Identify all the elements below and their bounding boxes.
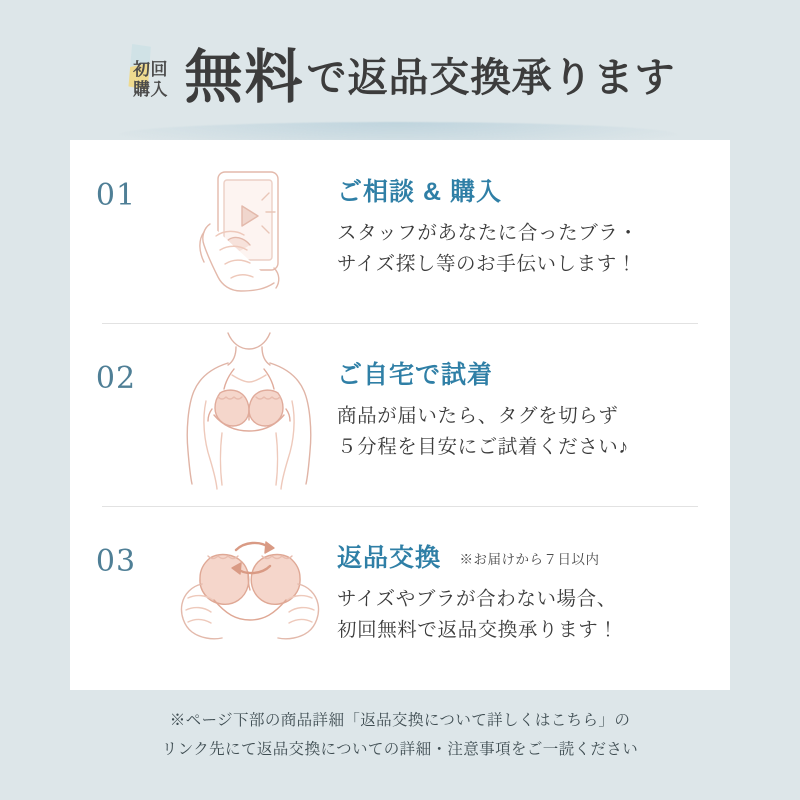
step-number: 02 [95, 361, 137, 396]
step-title: ご相談 & 購入 [337, 178, 502, 206]
step-line: サイズ探し等のお手伝いします！ [337, 253, 637, 276]
step-title: ご自宅で試着 [337, 361, 494, 389]
footer-line-1: ※ページ下部の商品詳細「返品交換について詳しくはこちら」の [169, 712, 631, 729]
step-line: 初回無料で返品交換承ります！ [337, 619, 619, 642]
step-text-block [337, 140, 730, 280]
hero-headline-rest: で返品交換承ります [306, 54, 676, 101]
step-title: 返品交換 [337, 544, 442, 572]
footer-note [0, 706, 800, 765]
hands-holding-bra-illustration [162, 506, 337, 689]
step-item [70, 506, 730, 689]
woman-wearing-bra-illustration [162, 323, 337, 506]
step-item [70, 140, 730, 323]
badge-line-1: 初回 [132, 59, 168, 79]
first-purchase-badge [124, 50, 176, 110]
footer-line-2: リンク先にて返品交換についての詳細・注意事項をご一読ください [161, 741, 639, 759]
page-header [0, 30, 800, 130]
step-text-block [337, 506, 730, 646]
hand-holding-smartphone-illustration [162, 140, 337, 323]
steps-card [70, 140, 730, 690]
step-item [70, 323, 730, 506]
step-number: 03 [95, 544, 137, 579]
hero-headline-emphasis: 無料 [184, 43, 305, 111]
step-note: ※お届けから７日以内 [459, 552, 600, 567]
step-text-block [337, 323, 730, 463]
badge-line-2: 購入 [132, 80, 168, 99]
step-line: 商品が届いたら、タグを切らず [337, 405, 619, 427]
step-line: サイズやブラが合わない場合、 [337, 588, 617, 610]
step-line: ５分程を目安にご試着ください♪ [337, 436, 629, 459]
step-number: 01 [95, 178, 137, 213]
step-line: スタッフがあなたに合ったブラ・ [337, 222, 639, 244]
